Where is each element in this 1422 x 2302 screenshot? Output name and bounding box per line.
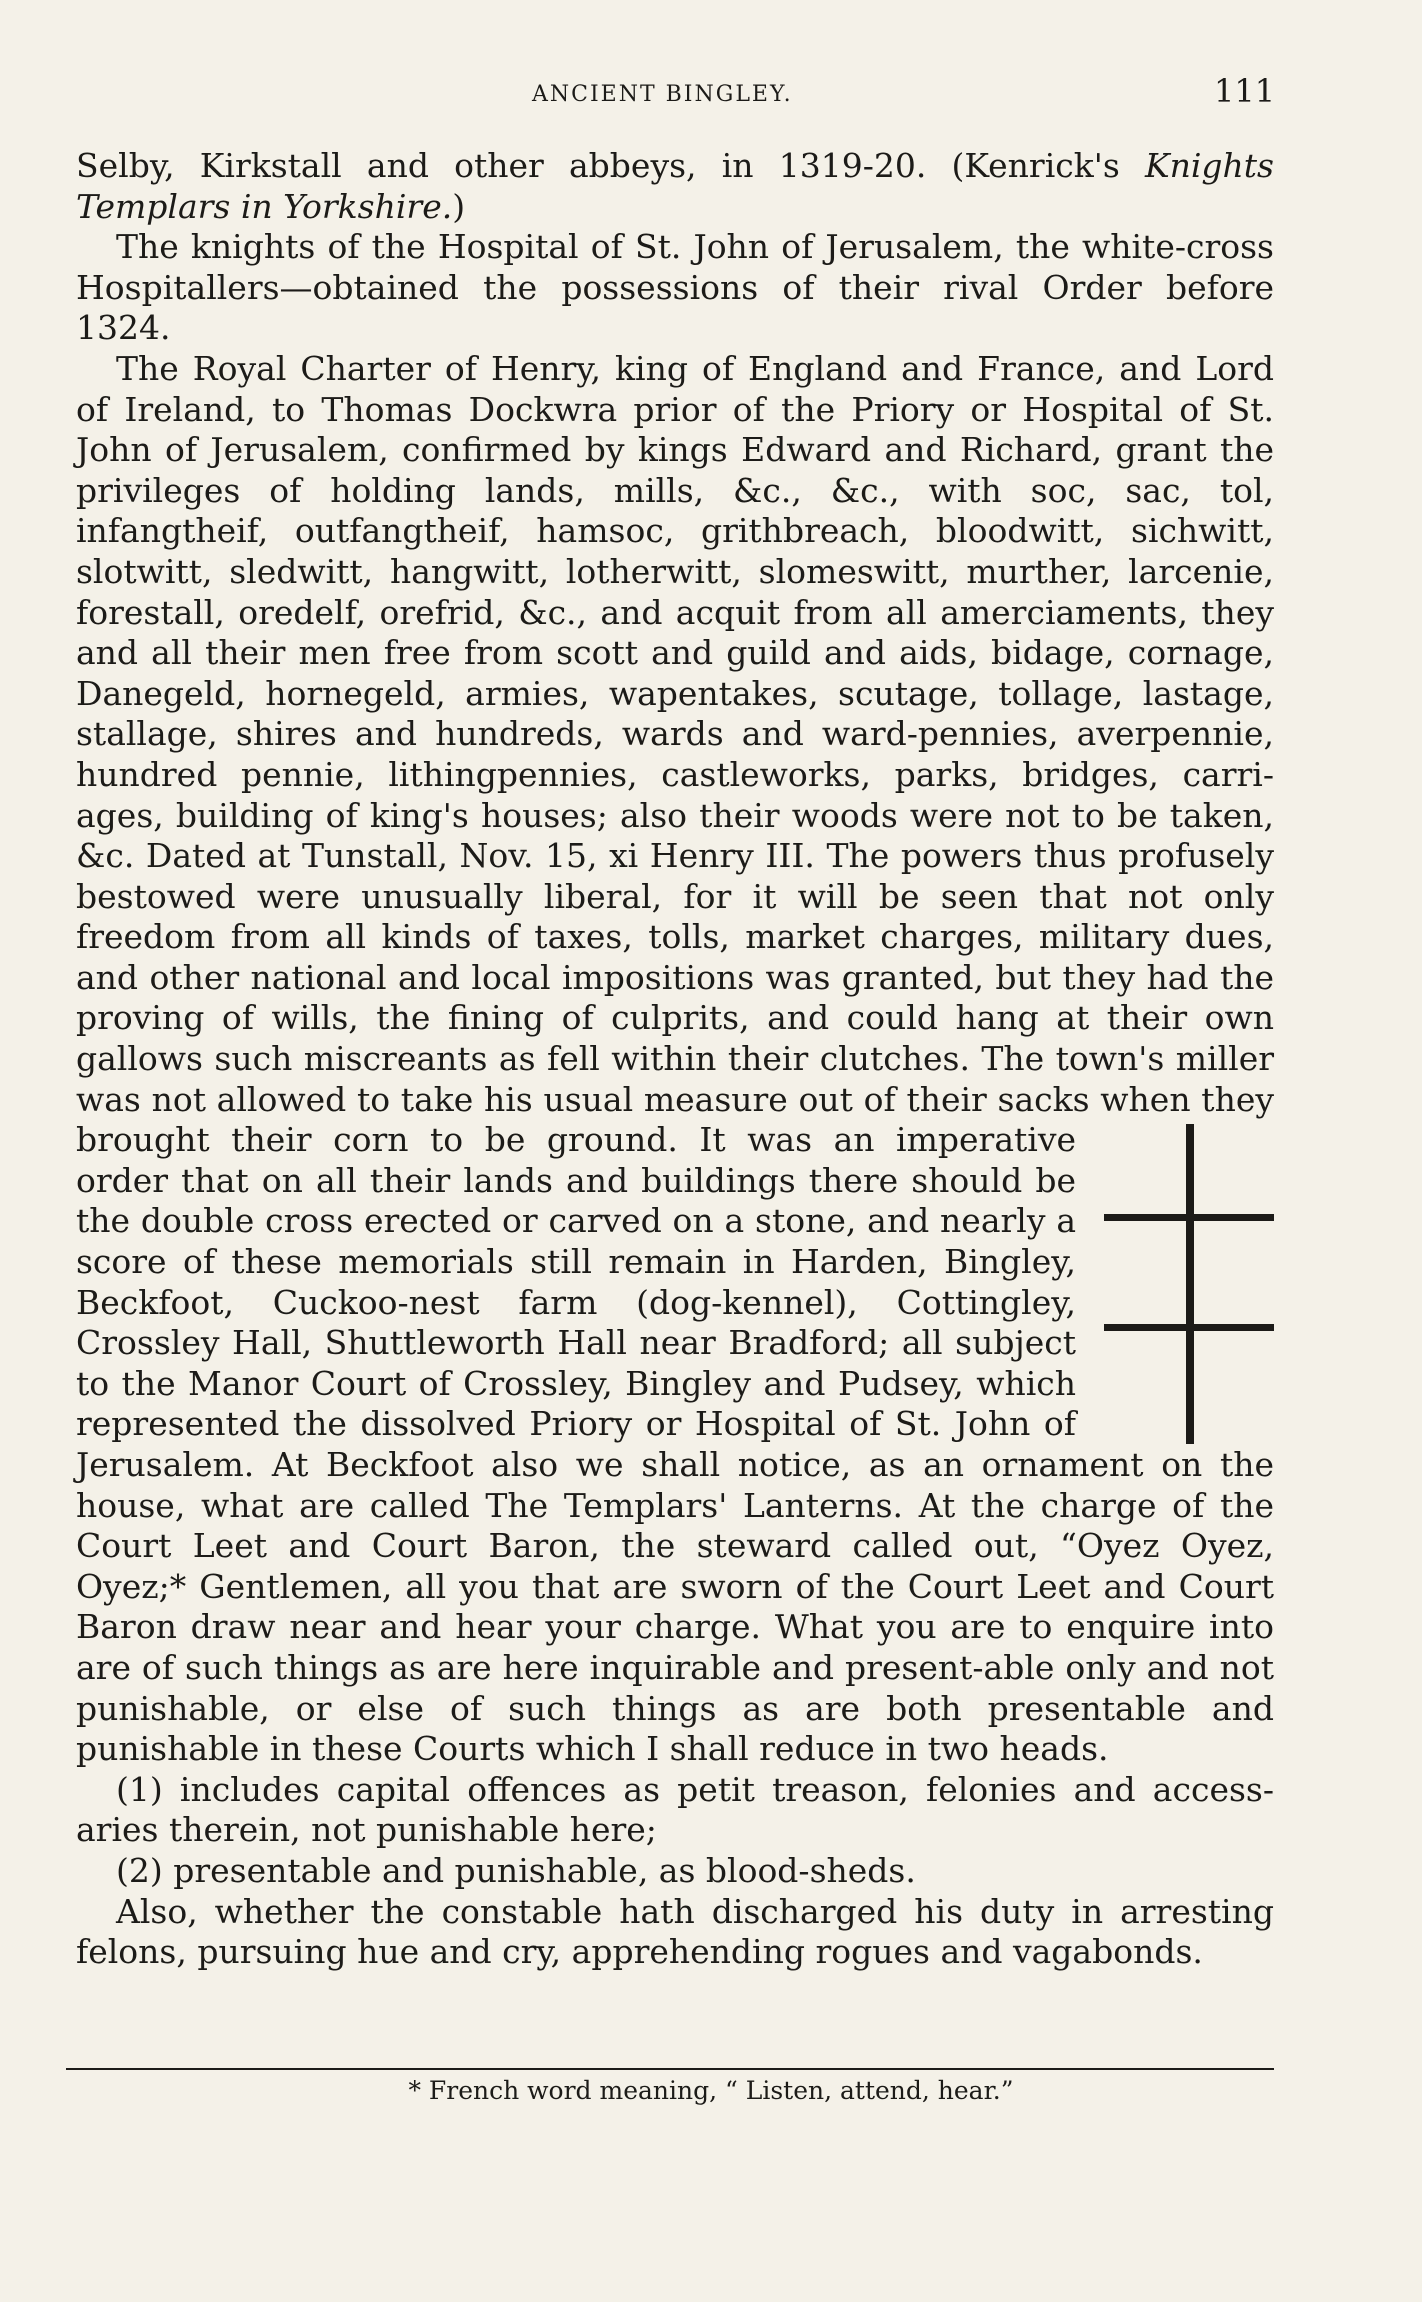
paragraph-3-part-1: The Royal Charter of Henry, king of England and France, and Lord of Ireland, to Thomas Dockwra prior of the Priory or Hospital of St. John of Jerusalem, confirmed by kings Edward and Richard, grant the privileges of holding lands, mills, &c., &c., with soc, sac, tol, infangtheif, outfangtheif, hamsoc, grithbreach, bloodwitt, sichwitt, slotwitt, sledwitt, hangwitt, lotherwitt, slomeswitt, murther, larcenie, forestall, oredelf, orefrid, &c., and acquit from all amerciaments, they and all their men free from scott and guild and aids, bidage, cornage, Danegeld, hornegeld, armies, wapentakes, scutage, tollage, lastage, stallage, shires and hundreds, wards and ward-pennies, averpennie, hundred pennie, lithingpennies, castleworks, parks, bridges, carri-ages, building of king's houses; also their woods were not to be taken, &c. Dated at Tunstall, Nov. 15, xi Henry III. The powers thus profusely bestowed were unusually liberal, for it will be seen that not only freedom from all kinds of taxes, tolls, market charges, military dues, and other national and local impositions was granted, but they had the proving of wills, the fining of culprits, and could hang at their own gallows such miscreants as fell within their clutches. The town's miller was not allowed to take his usual measure out of their sacks when they brought their corn to be (76, 348, 1274, 1160)
body-text (76, 146, 1274, 1973)
paragraph-2: The knights of the Hospital of St. John of Jerusalem, the white-cross Hospitallers—obtained the possessions of their rival Order before 1324. (76, 227, 1274, 348)
footnote: * French word meaning, “ Listen, attend, hear.” (408, 2076, 1014, 2105)
paragraph-4: (1) includes capital offences as petit treason, felonies and access-aries therein, not punishable here; (76, 1769, 1274, 1850)
running-title: ANCIENT BINGLEY. (532, 82, 793, 107)
paragraph-3 (76, 349, 1274, 1770)
page-header (0, 72, 1422, 122)
paragraph-3-part-2: ground. It was an imperative order that on all their lands and buildings there should be the double cross erected or carved on a stone, and nearly a score of these memorials still remain in Harden, Bingley, Beckfoot, Cuckoo-nest farm (dog-kennel), Cottingley, Crossley Hall, Shuttleworth Hall near Bradford; all subject to the Manor Court of Crossley, Bingley and Pudsey, which represented the dissolved Priory or Hospital of St. John of Jerusalem. At Beckfoot also we shall notice, as an ornament on the house, what are called The Templars' Lanterns. At the charge of the Court Leet and Court Baron, the steward called out, “Oyez Oyez, Oyez;* Gentlemen, all you that are sworn of the Court Leet and Court Baron draw near and hear your charge. What you are to enquire into are of such things as are here inquirable and present-able only and not punishable, or else of such things as are both presentable and punishable in these Courts which I shall reduce in two heads. (76, 1120, 1274, 1769)
paragraph-5: (2) presentable and punishable, as blood-sheds. (116, 1850, 916, 1890)
double-cross-icon (1104, 1124, 1274, 1444)
paragraph-6: Also, whether the constable hath discharged his duty in arresting felons, pursuing hue and cry, apprehending rogues and vagabonds. (76, 1891, 1274, 1972)
footnote-divider (66, 2068, 1274, 2070)
paragraph-1-text: Selby, Kirkstall and other abbeys, in 1319-20. (Kenrick's (76, 146, 1145, 185)
paragraph-1-close: ) (452, 186, 466, 226)
page-number: 111 (1214, 72, 1276, 110)
paragraph-1 (76, 146, 1274, 227)
paragraph-1-citation: Knights Templars in Yorkshire. (76, 146, 1274, 226)
